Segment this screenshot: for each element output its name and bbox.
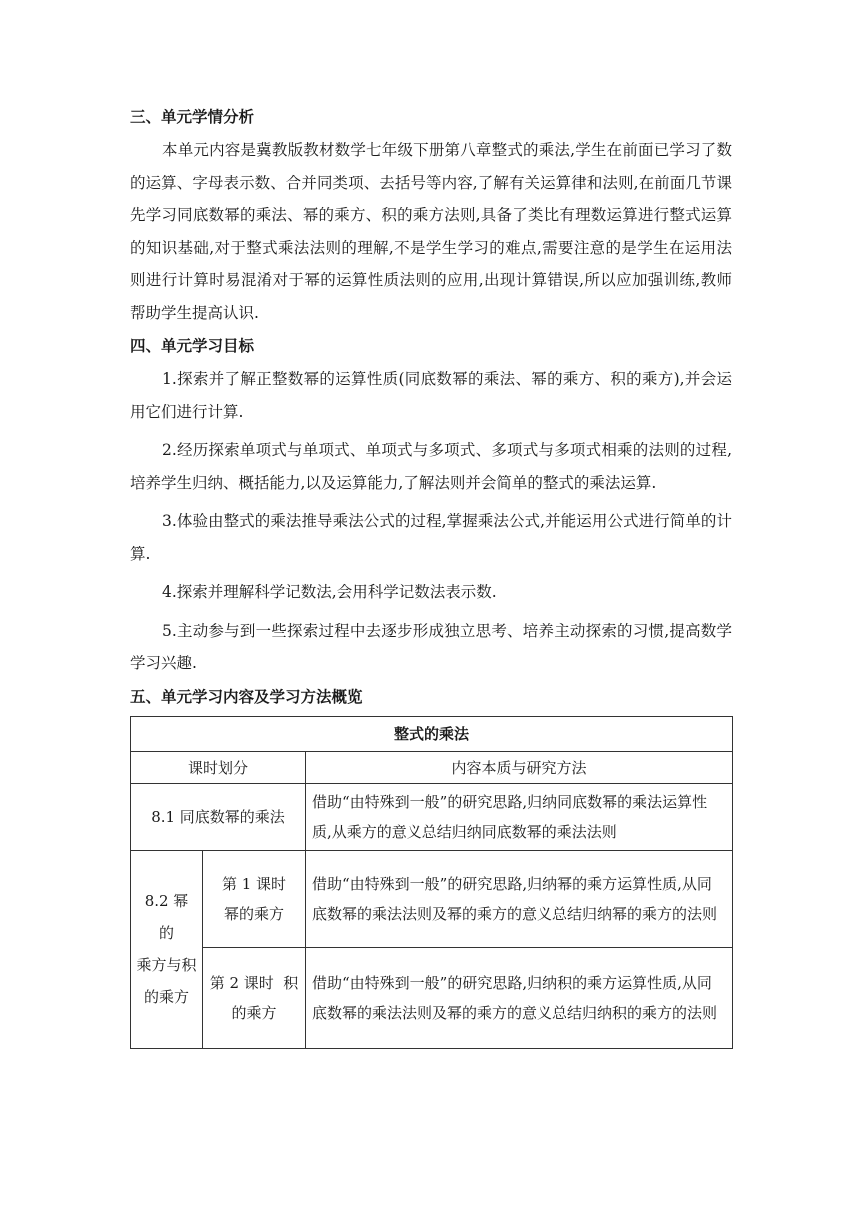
section-3-heading: 三、单元学情分析 [130,108,255,126]
lesson-group-line: 的 [158,924,174,942]
section-3-paragraph: 本单元内容是冀教版教材数学七年级下册第八章整式的乘法,学生在前面已学习了数的运算、字母表示数、合并同类项、去括号等内容,了解有关运算律和法则,在前面几节课先学习同底数幂的乘法、幂的乘方、积的乘方法则,具备了类比有理数运算进行整式运算的知识基础,对于整式乘法法则的理解,不是学生学习的难点,需要注意的是学生在运用法则进行计算时易混淆对于幂的运算性质法则的应用,出现计算错误,所以应加强训练,教师帮助学生提高认识. [130,141,732,322]
table-row [131,947,733,1048]
lesson-group-cell [131,850,203,1048]
column-header-lesson: 课时划分 [131,751,306,783]
table-row [131,783,733,850]
table-row [131,850,733,947]
table-title: 整式的乘法 [131,716,733,751]
sub-lesson-cell [203,947,306,1048]
content-cell: 借助“由特殊到一般”的研究思路,归纳幂的乘方运算性质,从同底数幂的乘法法则及幂的乘方的意义总结归纳幂的乘方的法则 [306,850,733,947]
goal-item: 1.探索并了解正整数幂的运算性质(同底数幂的乘法、幂的乘方、积的乘方),并会运用它们进行计算. [130,370,732,421]
content-cell: 借助“由特殊到一般”的研究思路,归纳积的乘方运算性质,从同底数幂的乘法法则及幂的乘方的意义总结归纳积的乘方的法则 [306,947,733,1048]
sub-lesson-line: 的乘方 [231,1003,277,1022]
lesson-group-line: 8.2 幂 [144,892,189,910]
goal-item: 3.体验由整式的乘法推导乘法公式的过程,掌握乘法公式,并能运用公式进行简单的计算. [130,512,732,563]
lesson-cell: 8.1 同底数幂的乘法 [131,783,306,850]
sub-lesson-cell [203,850,306,947]
lesson-group-line: 乘方与积 [136,956,197,974]
lesson-group-line: 的乘方 [143,988,189,1006]
goal-item: 5.主动参与到一些探索过程中去逐步形成独立思考、培养主动探索的习惯,提高数学学习兴趣. [130,621,732,672]
goal-item: 2.经历探索单项式与单项式、单项式与多项式、多项式与多项式相乘的法则的过程,培养学生归纳、概括能力,以及运算能力,了解法则并会简单的整式的乘法运算. [130,441,732,492]
document-page [130,100,732,1049]
content-cell: 借助“由特殊到一般”的研究思路,归纳同底数幂的乘法运算性质,从乘方的意义总结归纳同底数幂的乘法法则 [306,783,733,850]
goal-item: 4.探索并理解科学记数法,会用科学记数法表示数. [162,583,497,601]
content-overview-table [130,716,733,1049]
section-5-heading: 五、单元学习内容及学习方法概览 [130,687,363,706]
section-4-heading: 四、单元学习目标 [130,337,255,355]
sub-lesson-line: 幂的乘方 [223,904,284,923]
column-header-content: 内容本质与研究方法 [306,751,733,783]
sub-lesson-line: 第 1 课时 [221,874,287,893]
sub-lesson-line: 第 2 课时 积 [209,973,299,992]
